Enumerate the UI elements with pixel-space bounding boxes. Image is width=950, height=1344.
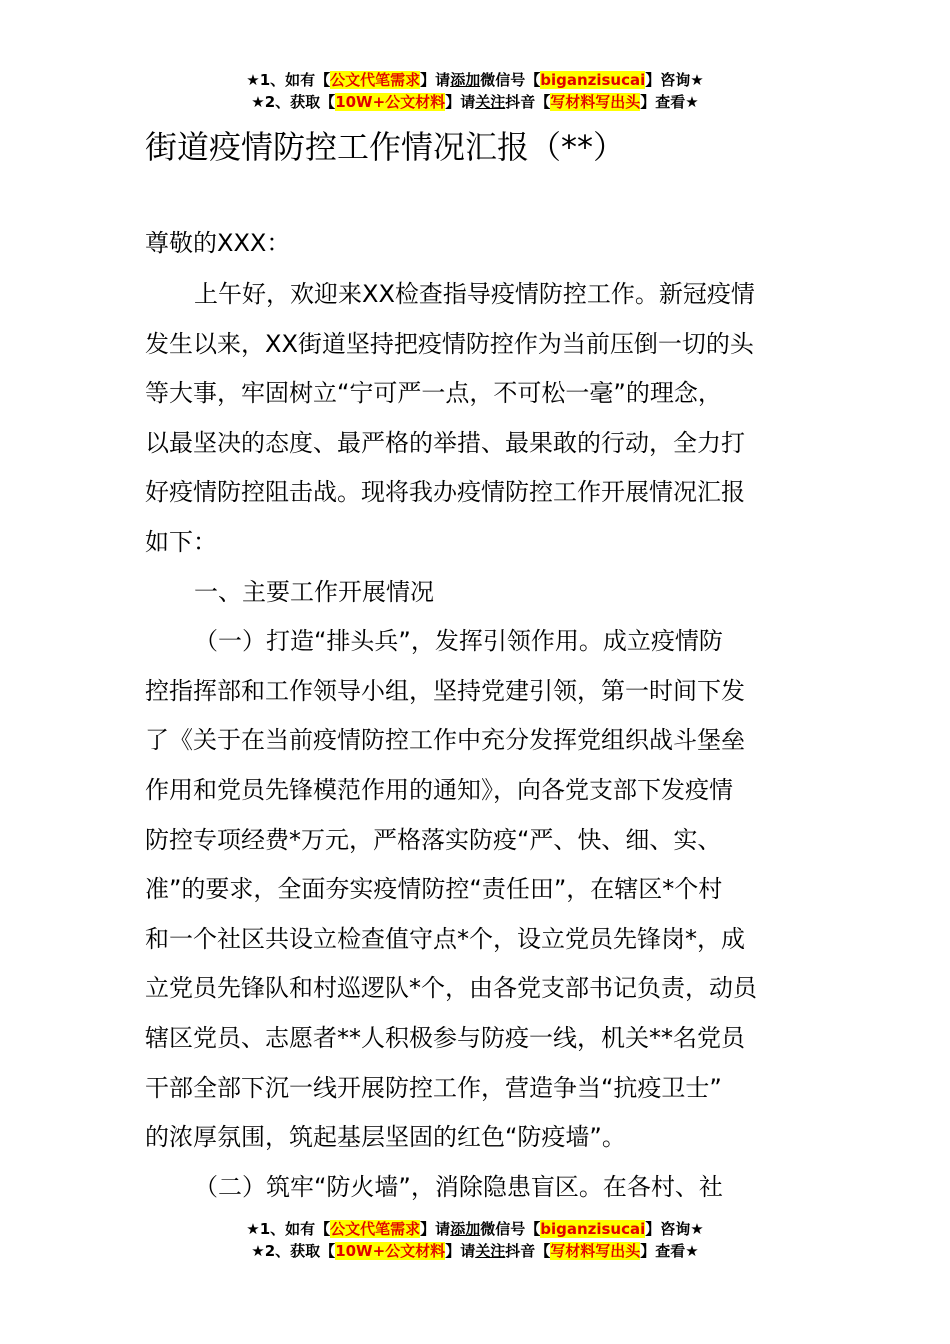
body-line: 等大事，牢固树立“宁可严一点，不可松一毫”的理念， [145, 379, 722, 408]
body-line: 以最坚决的态度、最严格的举措、最果敢的行动，全力打 [145, 428, 745, 457]
body-line: 立党员先锋队和村巡逻队*个，由各党支部书记负责，动员 [145, 974, 757, 1003]
document-title: 街道疫情防控工作情况汇报（**） [145, 128, 626, 166]
body-line: 的浓厚氛围，筑起基层坚固的红色“防疫墙”。 [145, 1123, 626, 1152]
body-line: 作用和党员先锋模范作用的通知》，向各党支部下发疫情 [145, 775, 733, 804]
body-line: 了《关于在当前疫情防控工作中充分发挥党组织战斗堡垒 [145, 726, 745, 755]
notice-line-1: ★1、如有【公文代笔需求】请添加微信号【biganzisucai】咨询★ [246, 71, 704, 89]
body-line: （二）筑牢“防火墙”，消除隐患盲区。在各村、社 [194, 1172, 723, 1201]
body-line: 辖区党员、志愿者**人积极参与防疫一线，机关**名党员 [145, 1023, 745, 1052]
footer-notice [0, 1219, 950, 1263]
notice-line-2: ★2、获取【10W+公文材料】请关注抖音【写材料写出头】查看★ [251, 93, 699, 111]
body-line: （一）打造“排头兵”，发挥引领作用。成立疫情防 [194, 627, 723, 656]
section-heading: 一、主要工作开展情况 [194, 577, 434, 606]
highlight-douyin: 写材料写出头 [550, 1242, 641, 1260]
body-line: 如下： [145, 527, 217, 556]
highlight-service: 公文代笔需求 [330, 1220, 421, 1238]
highlight-materials: 10W+公文材料 [335, 93, 446, 111]
body-line: 控指挥部和工作领导小组，坚持党建引领，第一时间下发 [145, 676, 745, 705]
notice-line-1: ★1、如有【公文代笔需求】请添加微信号【biganzisucai】咨询★ [246, 1220, 704, 1238]
body-line: 好疫情防控阻击战。现将我办疫情防控工作开展情况汇报 [145, 478, 745, 507]
notice-line-2: ★2、获取【10W+公文材料】请关注抖音【写材料写出头】查看★ [251, 1242, 699, 1260]
highlight-service: 公文代笔需求 [330, 71, 421, 89]
body-line: 准”的要求，全面夯实疫情防控“责任田”，在辖区*个村 [145, 875, 723, 904]
body-line: 发生以来，XX街道坚持把疫情防控作为当前压倒一切的头 [145, 329, 754, 358]
highlight-douyin: 写材料写出头 [550, 93, 641, 111]
highlight-materials: 10W+公文材料 [335, 1242, 446, 1260]
body-line: 防控专项经费*万元，严格落实防疫“严、快、细、实、 [145, 825, 722, 854]
highlight-wechat-id: biganzisucai [540, 1220, 646, 1238]
document-body [145, 270, 810, 1212]
body-line: 和一个社区共设立检查值守点*个，设立党员先锋岗*，成 [145, 924, 745, 953]
highlight-wechat-id: biganzisucai [540, 71, 646, 89]
body-line: 干部全部下沉一线开展防控工作，营造争当“抗疫卫士” [145, 1073, 722, 1102]
salutation: 尊敬的XXX： [145, 229, 291, 257]
header-notice [0, 70, 950, 114]
body-line: 上午好，欢迎来XX检查指导疫情防控工作。新冠疫情 [194, 280, 755, 308]
